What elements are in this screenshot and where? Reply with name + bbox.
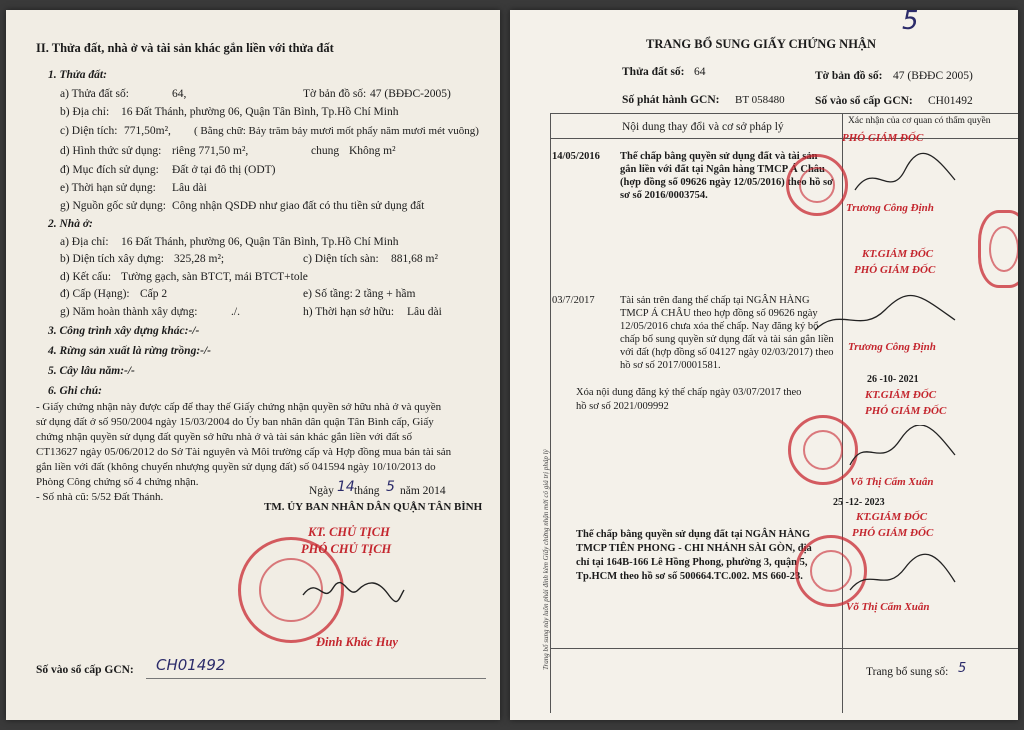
confirm-2-title: PHÓ GIÁM ĐỐC <box>854 264 936 276</box>
seal-edge <box>978 210 1018 288</box>
table-left-border <box>550 113 551 713</box>
confirm-2-date: 26 -10- 2021 <box>867 374 919 385</box>
gcn-dotted-line <box>146 678 486 679</box>
section-5: 5. Cây lâu năm:-/- <box>48 365 135 377</box>
page-number-handwritten: 5 <box>902 10 919 36</box>
vertical-note: Trang bổ sung này luôn phải đính kèm Giấy chứng nhận mới có giá trị pháp lý <box>542 449 550 670</box>
signature-xuan-2 <box>840 550 960 600</box>
seal-1 <box>786 154 848 216</box>
column-header-content: Nội dung thay đổi và cơ sở pháp lý <box>622 121 784 133</box>
section-title: II. Thửa đất, nhà ở và tài sản khác gắn liền với thửa đất <box>36 41 334 55</box>
certificate-left-page: II. Thửa đất, nhà ở và tài sản khác gắn liền với thửa đất 1. Thửa đất: a) Thửa đất số: 64, Tờ bản đồ số: 47 (BĐĐC-2005) b) Địa chỉ: 16 Đất Thánh, phường 06, Quận Tân Bình, Tp.Hồ Chí Minh c) Diện tích: 771,50m², ( Bằng chữ: Bảy trăm bảy mươi mốt phẩy năm mươi mét vuông) d) Hình thức sử dụng: riêng 771,50 m², chung Không m² đ) Mục đích sử dụng: Đất ở tại đô thị (ODT) e) Thời hạn sử dụng: Lâu dài g) Nguồn gốc sử dụng: Công nhận QSDĐ như giao đất có thu tiền sử dụng đất 2. Nhà ở: a) Địa chỉ: 16 Đất Thánh, phường 06, Quận Tân Bình, Tp.Hồ Chí Minh b) Diện tích xây dựng: 325,28 m²; c) Diện tích sàn: 881,68 m² d) Kết cấu: Tường gạch, sàn BTCT, mái BTCT+tole đ) Cấp (Hạng): Cấp 2 e) Số tầng: 2 tầng + hầm g) Năm hoàn thành xây dựng: ./. h) Thời hạn sở hữu: Lâu dài 3. Công trình xây dựng khác:-/- 4. Rừng sản xuất là rừng trồng:-/- 5. Cây lâu năm:-/- 6. Ghi chú: - Giấy chứng nhận này được cấp để thay thế Giấy chứng nhận quyền sở hữu nhà ở và quyền sử dụng đất ở số 950/2004 ngày 15/03/2004 do Ủy ban nhân dân quận Tân Bình cấp, Giấy chứng nhận quyền sử dụng đất quyền sở hữu nhà ở và tài sản khác gắn liền với đất số CT13627 ngày 05/06/2012 do Sở Tài nguyên và Môi trường cấp và Hợp đồng mua bán tài sản gắn liền với đất (không chuyển nhượng quyền sử dụng đất) số 041594 ngày 10/10/2013 do Phòng Công chứng số 4 chứng nhận. - Số nhà cũ: 5/52 Đất Thánh. Ngày 14 tháng 5 năm 2014 TM. ỦY BAN NHÂN DÂN QUẬN TÂN BÌNH KT. CHỦ TỊCH PHÓ CHỦ TỊCH Đinh Khắc Huy Số vào sổ cấp GCN: CH01492 <box>6 10 500 720</box>
issuing-authority: TM. ỦY BAN NHÂN DÂN QUẬN TÂN BÌNH <box>264 501 483 513</box>
confirm-4-kt: KT.GIÁM ĐỐC <box>856 511 928 523</box>
section-6: 6. Ghi chú: <box>48 385 102 397</box>
land-heading: 1. Thửa đất: <box>48 69 107 81</box>
confirm-3-title: PHÓ GIÁM ĐỐC <box>865 405 947 417</box>
confirm-1-signer: Trương Công Định <box>846 202 934 214</box>
confirm-1-title: PHÓ GIÁM ĐỐC <box>842 132 924 144</box>
confirm-3-kt: KT.GIÁM ĐỐC <box>865 389 937 401</box>
confirm-2-kt: KT.GIÁM ĐỐC <box>862 248 934 260</box>
confirm-3-signer: Võ Thị Cẩm Xuân <box>850 476 934 488</box>
confirm-3-date: 25 -12- 2023 <box>833 497 885 508</box>
table-header-border <box>550 138 1018 139</box>
signature-dinh-1 <box>845 150 965 205</box>
house-heading: 2. Nhà ở: <box>48 218 93 230</box>
table-bottom-border <box>550 648 1018 649</box>
certificate-supplement-page: 5 TRANG BỔ SUNG GIẤY CHỨNG NHẬN Thửa đất số: 64 Tờ bản đồ số: 47 (BĐĐC 2005) Số phát hành GCN: BT 058480 Số vào sổ cấp GCN: CH01492 Nội dung thay đổi và cơ sở pháp lý Xác nhận của cơ quan có thẩm quyền 14/05/2016 Thế chấp bằng quyền sử dụng đất và tài sản gắn liền với đất tại Ngân hàng TMCP Á Châu (hợp đồng số 09626 ngày 12/05/2016) theo hồ sơ sơ số 2016/0003754. PHÓ GIÁM ĐỐC Trương Công Định 03/7/2017 Tài sản trên đang thế chấp tại NGÂN HÀNG TMCP Á CHÂU theo hợp đồng số 09626 ngày 12/05/2016 chưa xóa thế chấp. Nay đăng ký bổ chấp bổ sung quyền sử dụng đất và tài sản gắn liền với đất (hợp đồng số 04127 ngày 02/03/2017) theo hồ sơ số 2017/0001581. KT.GIÁM ĐỐC PHÓ GIÁM ĐỐC Trương Công Định 26 -10- 2021 Xóa nội dung đăng ký thế chấp ngày 03/07/2017 theo hồ sơ số 2021/009992 KT.GIÁM ĐỐC PHÓ GIÁM ĐỐC Võ Thị Cẩm Xuân 25 -12- 2023 Thế chấp bằng quyền sử dụng đất tại NGÂN HÀNG TMCP TIÊN PHONG - CHI NHÁNH SÀI GÒN, địa chỉ tại 164B-166 Lê Hồng Phong, phường 3, quận 5, Tp.HCM theo hồ sơ số 500664.TC.002. MS 660-23. KT.GIÁM ĐỐC PHÓ GIÁM ĐỐC Võ Thị Cẩm Xuân Trang bổ sung này luôn phải đính kèm Giấy chứng nhận mới có giá trị pháp lý Trang bổ sung số: 5 <box>510 10 1018 720</box>
signature-xuan-1 <box>840 425 960 475</box>
vice-chairman: PHÓ CHỦ TỊCH <box>301 542 392 556</box>
confirm-4-signer: Võ Thị Cẩm Xuân <box>846 601 930 613</box>
column-header-confirm: Xác nhận của cơ quan có thẩm quyền <box>848 116 991 126</box>
signer-name: Đinh Khắc Huy <box>316 635 398 649</box>
confirm-2-signer: Trương Công Định <box>848 341 936 353</box>
confirm-4-title: PHÓ GIÁM ĐỐC <box>852 527 934 539</box>
section-4: 4. Rừng sản xuất là rừng trồng:-/- <box>48 345 211 357</box>
section-3: 3. Công trình xây dựng khác:-/- <box>48 325 200 337</box>
kt-chairman: KT. CHỦ TỊCH <box>308 525 390 539</box>
supplement-title: TRANG BỔ SUNG GIẤY CHỨNG NHẬN <box>646 37 876 51</box>
signature-dinh-2 <box>810 285 960 340</box>
signature-huy <box>298 570 408 610</box>
